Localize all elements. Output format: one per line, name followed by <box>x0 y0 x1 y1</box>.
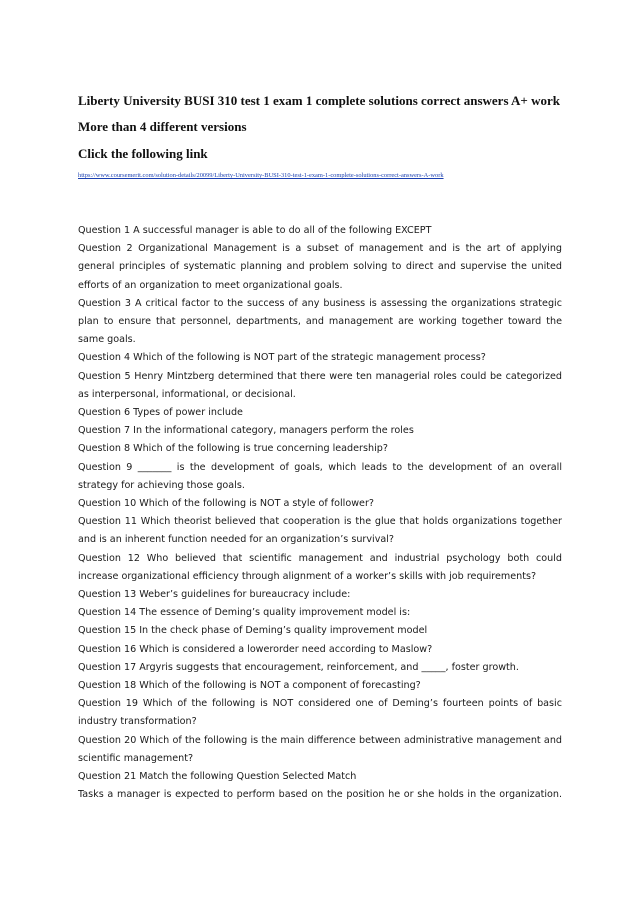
question-item: Question 5 Henry Mintzberg determined that there were ten managerial roles could be categorized as interpersonal, informational, or decisional. <box>78 370 562 400</box>
question-item: Question 12 Who believed that scientific management and industrial psychology both could increase organizational efficiency through alignment of a worker’s skills with job requirements? <box>78 552 562 582</box>
solution-link[interactable]: https://www.coursemerit.com/solution-details/20099/Liberty-University-BUSI-310-test-1-exam-1-complete-solutions-correct-answers-A-work <box>78 172 444 179</box>
question-continuation: Tasks a manager is expected to perform based on the position he or she holds in the organization. <box>78 789 562 801</box>
question-item: Question 17 Argyris suggests that encouragement, reinforcement, and _____, foster growth. <box>78 661 519 673</box>
question-item: Question 11 Which theorist believed that cooperation is the glue that holds organizations together and is an inherent function needed for an organization’s survival? <box>78 516 562 546</box>
question-item: Question 18 Which of the following is NOT a component of forecasting? <box>78 680 421 692</box>
question-item: Question 20 Which of the following is the main difference between administrative management and scientific management? <box>78 734 562 764</box>
versions-note: More than 4 different versions <box>78 119 247 134</box>
question-item: Question 9 _______ is the development of goals, which leads to the development of an overall strategy for achieving those goals. <box>78 461 562 491</box>
question-item: Question 7 In the informational category, managers perform the roles <box>78 425 414 437</box>
question-item: Question 8 Which of the following is true concerning leadership? <box>78 443 388 455</box>
document-title: Liberty University BUSI 310 test 1 exam 1 complete solutions correct answers A+ work <box>78 93 560 108</box>
question-item: Question 14 The essence of Deming’s quality improvement model is: <box>78 607 411 619</box>
question-item: Question 3 A critical factor to the success of any business is assessing the organizations strategic plan to ensure that personnel, departments, and management are working together toward the same goals. <box>78 297 562 346</box>
link-prompt: Click the following link <box>78 146 208 161</box>
question-item: Question 21 Match the following Question Selected Match <box>78 771 357 783</box>
question-item: Question 15 In the check phase of Deming’s quality improvement model <box>78 625 428 637</box>
question-item: Question 6 Types of power include <box>78 407 243 419</box>
question-item: Question 13 Weber’s guidelines for bureaucracy include: <box>78 589 351 601</box>
question-item: Question 1 A successful manager is able to do all of the following EXCEPT <box>78 225 432 236</box>
question-item: Question 16 Which is considered a lowerorder need according to Maslow? <box>78 643 433 655</box>
question-item: Question 10 Which of the following is NOT a style of follower? <box>78 498 374 510</box>
question-item: Question 2 Organizational Management is a subset of management and is the art of applying general principles of systematic planning and problem solving to direct and supervise the united efforts of an organization to meet organizational goals. <box>78 243 562 291</box>
question-list <box>78 222 562 805</box>
question-item: Question 4 Which of the following is NOT part of the strategic management process? <box>78 352 486 364</box>
question-item: Question 19 Which of the following is NOT considered one of Deming’s fourteen points of basic industry transformation? <box>78 698 562 728</box>
